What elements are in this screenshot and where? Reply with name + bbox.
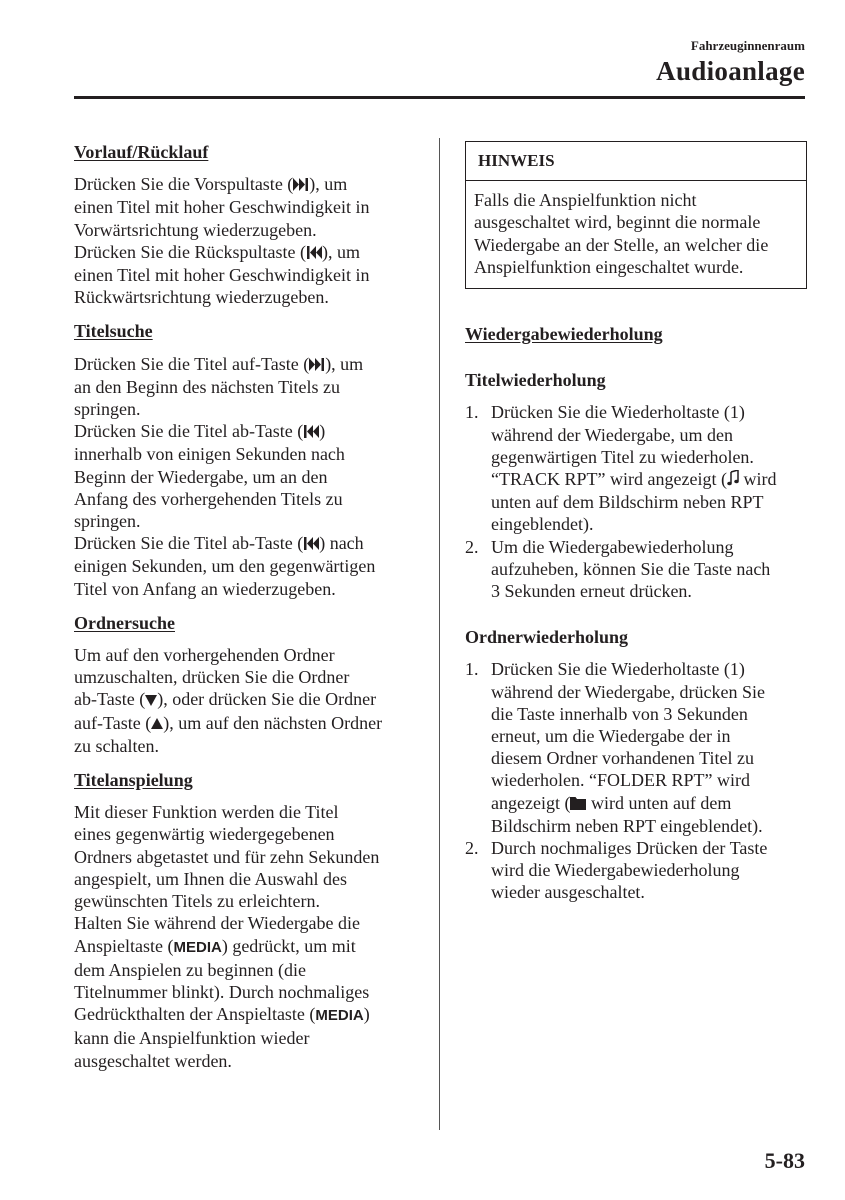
column-divider: [439, 138, 440, 1130]
chapter-label: Fahrzeuginnenraum: [690, 38, 805, 53]
ordnersuche-text: Um auf den vorhergehenden Ordner umzuschalten, drücken Sie die Ordner ab-Taste ( ), oder drücken Sie die Ordner auf-Taste ( ), um auf den nächsten Ordner zu schalten.: [74, 645, 383, 756]
skip-backward-icon: [303, 533, 319, 555]
triangle-down-icon: [145, 689, 157, 711]
section-heading-titelanspielung: Titelanspielung: [74, 770, 193, 791]
list-item: 1. Drücken Sie die Wiederholtaste (1) während der Wiedergabe, um den gegenwärtigen Titel zu wiederholen. “TRACK RPT” wird angezeigt ( wird unten auf dem Bildschirm neben RPT eingeblendet).: [465, 402, 777, 535]
titelsuche-text: Drücken Sie die Titel auf-Taste ( ), um an den Beginn des nächsten Titels zu springen. Drücken Sie die Titel ab-Taste ( ) innerhalb von einigen Sekunden nach Beginn der Wiedergabe, um an den Anfang des vorhergehenden Titels zu springen. Drücken Sie die Titel ab-Taste ( ) nach einigen Sekunden, um den gegenwärtigen Titel von Anfang an wiederzugeben.: [74, 353, 376, 599]
header-rule: [74, 96, 805, 99]
section-heading-titelsuche: Titelsuche: [74, 321, 153, 342]
page-title: Audioanlage: [656, 56, 805, 86]
skip-backward-icon: [303, 421, 319, 443]
section-heading-vorlauf: Vorlauf/Rücklauf: [74, 142, 209, 162]
triangle-up-icon: [151, 713, 163, 735]
hinweis-box: [465, 141, 807, 289]
page-number: 5-83: [764, 1148, 805, 1173]
list-item: 2. Um die Wiedergabewiederholung aufzuheben, können Sie die Taste nach 3 Sekunden erneut drücken.: [465, 536, 771, 602]
titelwiederholung-list: [465, 401, 810, 602]
left-column: [74, 141, 424, 1072]
subheading-titelwiederholung: Titelwiederholung: [465, 370, 606, 391]
list-item: 2. Durch nochmaliges Drücken der Taste wird die Wiedergabewiederholung wieder ausgeschaltet.: [465, 838, 768, 903]
ordnerwiederholung-list: [465, 658, 810, 903]
titelanspielung-text: Mit dieser Funktion werden die Titel eines gegenwärtig wiedergegebenen Ordners abgetastet und für zehn Sekunden angespielt, um Ihnen die Auswahl des gewünschten Titels zu erleichtern. Halten Sie während der Wiedergabe die Anspieltaste (MEDIA) gedrückt, um mit dem Anspielen zu beginnen (die Titelnummer blinkt). Durch nochmaliges Gedrückthalten der Anspieltaste (MEDIA) kann die Anspielfunktion wieder ausgeschaltet werden.: [74, 802, 380, 1071]
music-note-icon: [727, 469, 739, 491]
skip-forward-icon: [293, 174, 309, 196]
right-column: [465, 141, 810, 904]
section-heading-wiedergabewiederholung: Wiedergabewiederholung: [465, 324, 663, 345]
section-heading-ordnersuche: Ordnersuche: [74, 612, 175, 633]
skip-forward-icon: [309, 354, 325, 376]
subheading-ordnerwiederholung: Ordnerwiederholung: [465, 627, 629, 648]
list-item: 1. Drücken Sie die Wiederholtaste (1) während der Wiedergabe, drücken Sie die Taste innerhalb von 3 Sekunden erneut, um die Wiedergabe der in diesem Ordner vorhandenen Titel zu wiederholen. “FOLDER RPT” wird angezeigt ( wird unten auf dem Bildschirm neben RPT eingeblendet).: [465, 659, 765, 836]
vorlauf-text: Drücken Sie die Vorspultaste ( ), um einen Titel mit hoher Geschwindigkeit in Vorwärtsrichtung wiederzugeben. Drücken Sie die Rückspultaste ( ), um einen Titel mit hoher Geschwindigkeit in Rückwärtsrichtung wiederzugeben.: [74, 174, 370, 308]
hinweis-text: Falls die Anspielfunktion nicht ausgeschaltet wird, beginnt die normale Wiedergabe an der Stelle, an welcher die Anspielfunktion eingeschaltet wurde.: [474, 190, 769, 277]
folder-icon: [570, 793, 586, 815]
hinweis-heading: HINWEIS: [466, 142, 806, 181]
media-key-label: MEDIA: [173, 938, 222, 956]
skip-backward-icon: [306, 242, 322, 264]
media-key-label: MEDIA: [315, 1007, 364, 1025]
